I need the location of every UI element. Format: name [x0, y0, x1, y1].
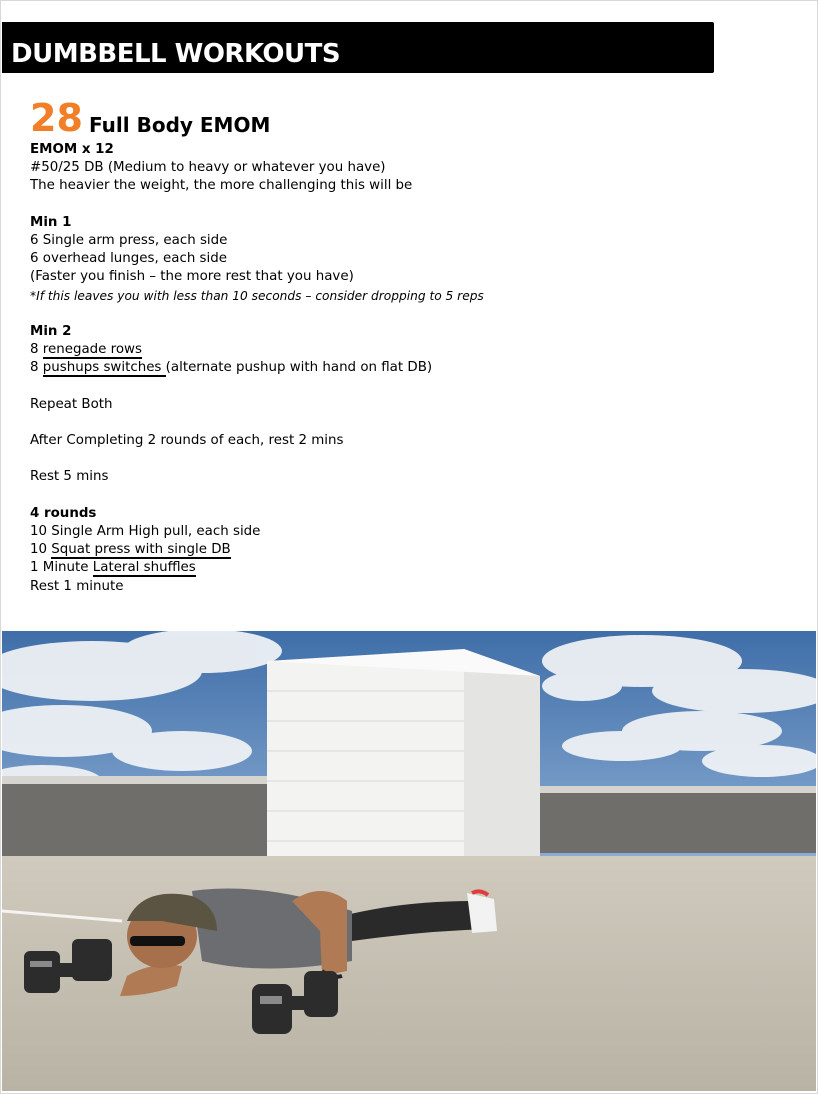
workout-number: 28: [30, 96, 83, 140]
min2-line-prefix: 8: [30, 342, 43, 358]
min1-line: (Faster you finish – the more rest that you have): [30, 269, 354, 285]
min2-line-prefix: 8: [30, 360, 43, 376]
page-title: DUMBBELL WORKOUTS: [11, 39, 341, 69]
min1-line: 6 overhead lunges, each side: [30, 251, 227, 267]
rounds-line-prefix: 10: [30, 542, 52, 558]
rounds-line-prefix: 1 Minute: [30, 560, 93, 576]
min2-line: [30, 341, 750, 359]
min1-note: *If this leaves you with less than 10 seconds – consider dropping to 5 reps: [30, 288, 484, 303]
weight-line: #50/25 DB (Medium to heavy or whatever you have): [30, 160, 386, 176]
workout-details: [30, 141, 750, 596]
after-line: After Completing 2 rounds of each, rest 2 mins: [30, 433, 344, 448]
rounds-line: [30, 541, 750, 559]
spacer: [30, 196, 750, 214]
min1-heading: Min 1: [30, 214, 72, 230]
spacer: [30, 487, 750, 505]
repeat-line: Repeat Both: [30, 396, 113, 412]
rounds-line: [30, 559, 750, 577]
lateral-shuffles-link[interactable]: Lateral shuffles: [92, 560, 196, 576]
spacer: [30, 305, 750, 323]
min2-line-suffix: (alternate pushup with hand on flat DB): [165, 360, 433, 376]
renegade-rows-link[interactable]: renegade rows: [42, 342, 142, 358]
pushup-photo-illustration: [2, 631, 816, 1091]
squat-press-link[interactable]: Squat press with single DB: [51, 542, 231, 558]
workout-name: Full Body EMOM: [89, 113, 271, 137]
spacer: [30, 414, 750, 432]
min1-line: 6 Single arm press, each side: [30, 232, 228, 248]
exercise-photo: [2, 631, 816, 1091]
rest-line: Rest 5 mins: [30, 469, 109, 485]
weight-note: The heavier the weight, the more challenging this will be: [30, 178, 413, 194]
rounds-line: 10 Single Arm High pull, each side: [30, 523, 261, 539]
spacer: [30, 450, 750, 468]
spacer: [30, 377, 750, 395]
rounds-line: Rest 1 minute: [30, 578, 124, 594]
workout-format: EMOM x 12: [30, 142, 114, 157]
rounds-heading: 4 rounds: [30, 505, 97, 521]
min2-line: [30, 359, 750, 377]
pushup-switches-link[interactable]: pushups switches: [42, 360, 166, 376]
min2-heading: Min 2: [30, 323, 72, 339]
